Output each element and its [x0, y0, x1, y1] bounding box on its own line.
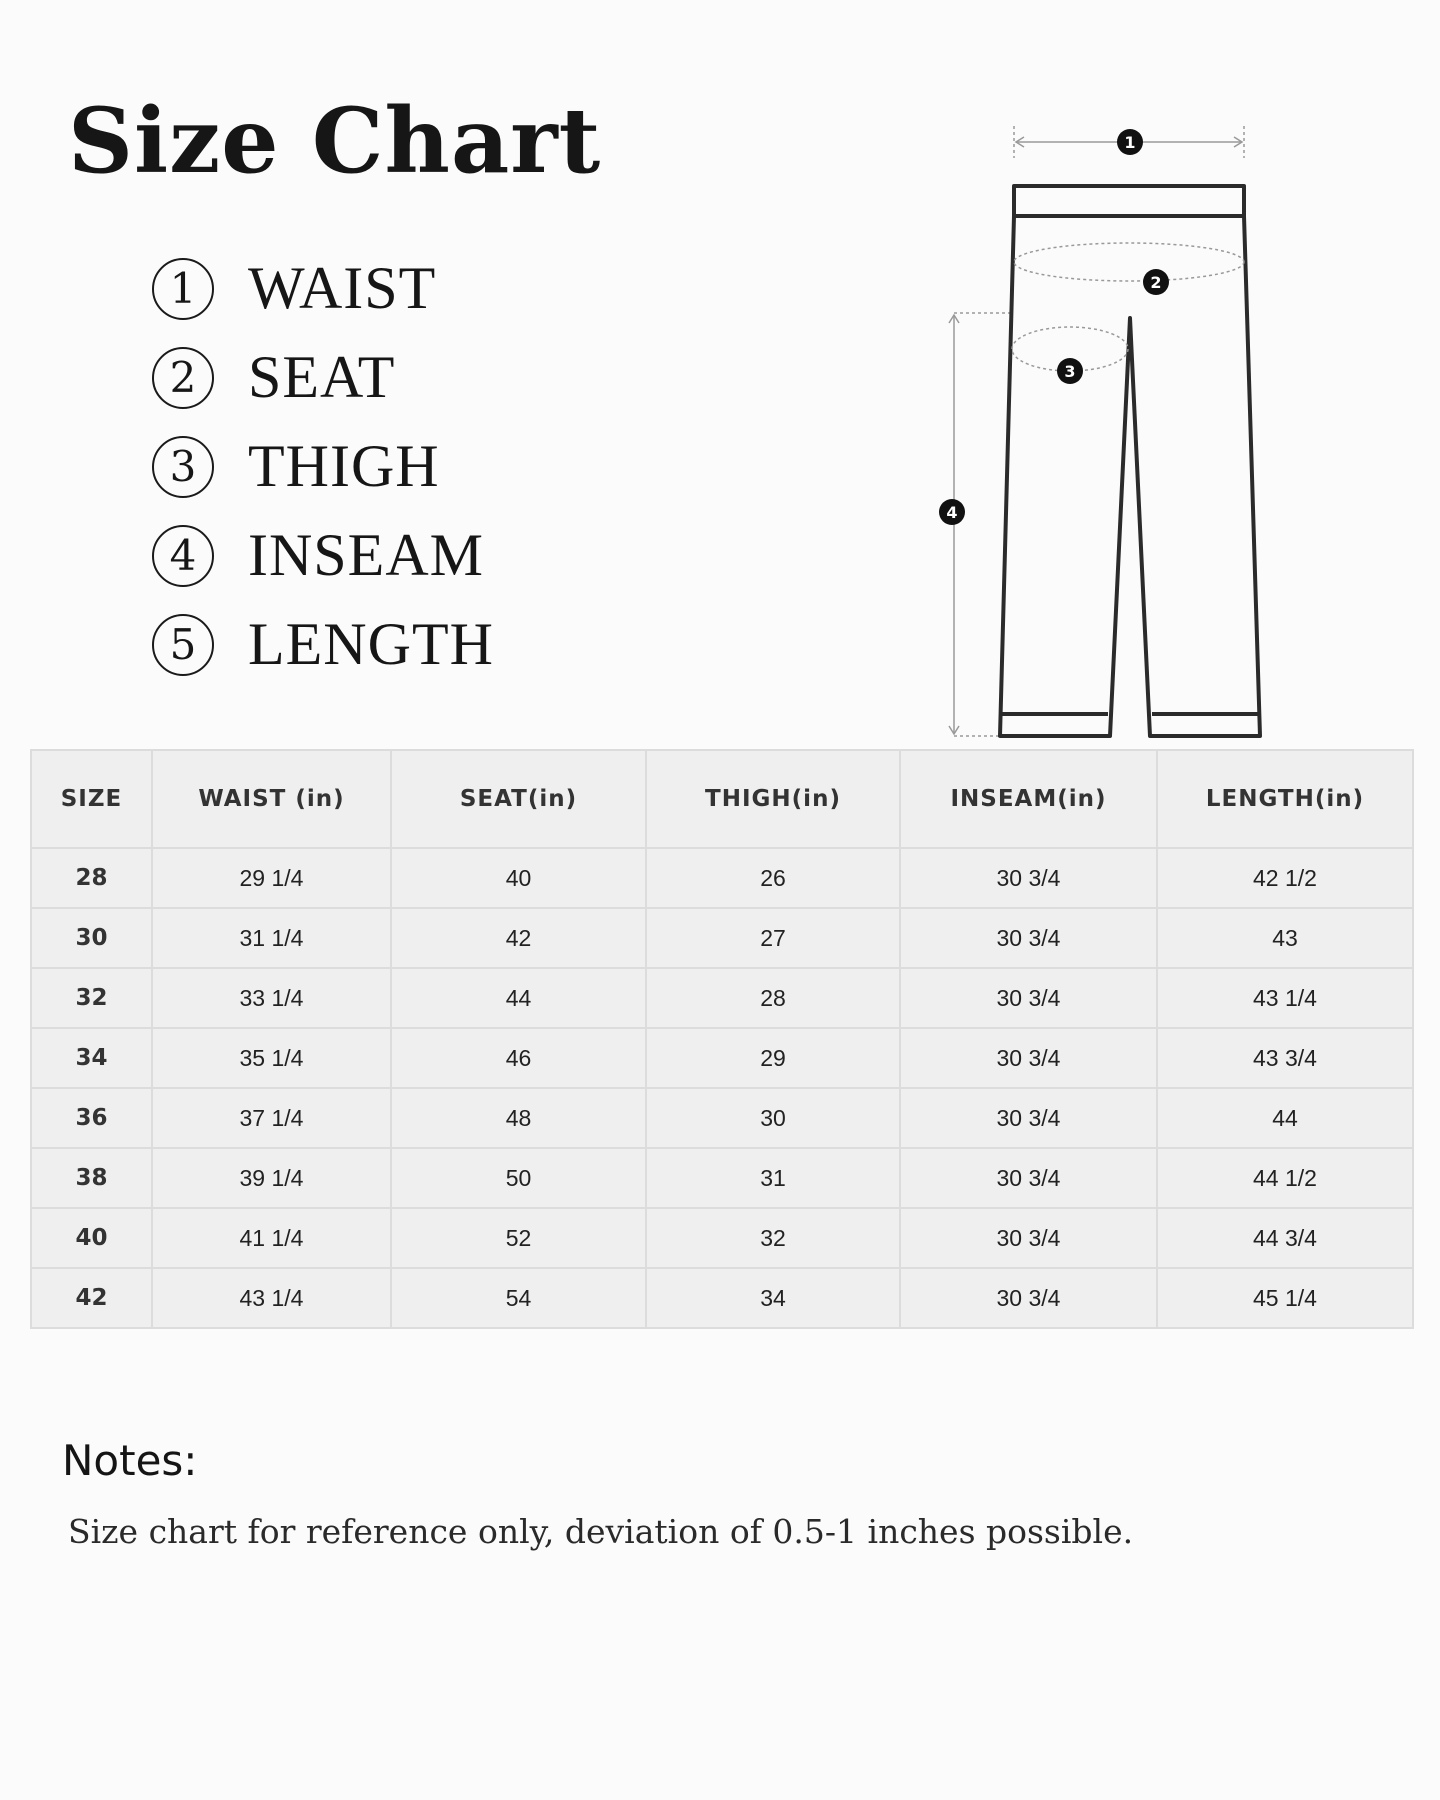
- cell-thigh: 34: [646, 1268, 900, 1328]
- header-waist: WAIST (in): [152, 750, 391, 848]
- pants-diagram: [930, 118, 1270, 743]
- legend-item-length: [152, 600, 494, 689]
- cell-inseam: 30 3/4: [900, 848, 1157, 908]
- cell-thigh: 32: [646, 1208, 900, 1268]
- page-title: Size Chart: [68, 88, 602, 194]
- table-row: [31, 908, 1413, 968]
- table-row: [31, 1148, 1413, 1208]
- cell-inseam: 30 3/4: [900, 1028, 1157, 1088]
- cell-waist: 35 1/4: [152, 1028, 391, 1088]
- legend-label-seat: SEAT: [248, 344, 396, 410]
- cell-inseam: 30 3/4: [900, 1148, 1157, 1208]
- header-size: SIZE: [31, 750, 152, 848]
- legend-label-inseam: INSEAM: [248, 522, 485, 588]
- cell-inseam: 30 3/4: [900, 968, 1157, 1028]
- cell-seat: 50: [391, 1148, 646, 1208]
- cell-size: 36: [31, 1088, 152, 1148]
- table-body: [31, 848, 1413, 1328]
- cell-inseam: 30 3/4: [900, 908, 1157, 968]
- table-row: [31, 1208, 1413, 1268]
- cell-seat: 42: [391, 908, 646, 968]
- cell-length: 43 3/4: [1157, 1028, 1413, 1088]
- header-length: LENGTH(in): [1157, 750, 1413, 848]
- pants-outline: [1000, 186, 1260, 736]
- cell-inseam: 30 3/4: [900, 1208, 1157, 1268]
- cell-thigh: 31: [646, 1148, 900, 1208]
- marker-4-icon: [939, 499, 965, 525]
- cell-seat: 48: [391, 1088, 646, 1148]
- cell-seat: 44: [391, 968, 646, 1028]
- legend-label-length: LENGTH: [248, 611, 494, 677]
- notes-heading: Notes:: [62, 1436, 198, 1485]
- table-row: [31, 848, 1413, 908]
- cell-inseam: 30 3/4: [900, 1268, 1157, 1328]
- table-row: [31, 1268, 1413, 1328]
- cell-seat: 46: [391, 1028, 646, 1088]
- svg-text:1: 1: [1124, 133, 1136, 152]
- legend-label-waist: WAIST: [248, 255, 437, 321]
- svg-text:2: 2: [1150, 273, 1162, 292]
- cell-seat: 52: [391, 1208, 646, 1268]
- cell-waist: 43 1/4: [152, 1268, 391, 1328]
- table-header-row: [31, 750, 1413, 848]
- legend-number-3: 3: [152, 436, 214, 498]
- legend-item-seat: [152, 333, 494, 422]
- cell-waist: 39 1/4: [152, 1148, 391, 1208]
- table-row: [31, 1028, 1413, 1088]
- cell-inseam: 30 3/4: [900, 1088, 1157, 1148]
- svg-text:4: 4: [946, 503, 958, 522]
- cell-length: 42 1/2: [1157, 848, 1413, 908]
- legend-label-thigh: THIGH: [248, 433, 440, 499]
- cell-length: 45 1/4: [1157, 1268, 1413, 1328]
- legend-item-waist: [152, 244, 494, 333]
- size-table: [30, 749, 1414, 1329]
- cell-seat: 54: [391, 1268, 646, 1328]
- svg-text:3: 3: [1064, 362, 1076, 381]
- cell-thigh: 28: [646, 968, 900, 1028]
- cell-length: 44 1/2: [1157, 1148, 1413, 1208]
- table-row: [31, 1088, 1413, 1148]
- legend-number-5: 5: [152, 614, 214, 676]
- cell-thigh: 27: [646, 908, 900, 968]
- notes-text: Size chart for reference only, deviation of 0.5-1 inches possible.: [68, 1512, 1134, 1551]
- cell-size: 40: [31, 1208, 152, 1268]
- cell-size: 34: [31, 1028, 152, 1088]
- cell-waist: 41 1/4: [152, 1208, 391, 1268]
- header-thigh: THIGH(in): [646, 750, 900, 848]
- measurement-legend: [152, 244, 494, 689]
- size-table-container: [30, 749, 1412, 1329]
- marker-2-icon: [1143, 269, 1169, 295]
- table-row: [31, 968, 1413, 1028]
- cell-waist: 31 1/4: [152, 908, 391, 968]
- cell-length: 43 1/4: [1157, 968, 1413, 1028]
- header-inseam: INSEAM(in): [900, 750, 1157, 848]
- cell-size: 28: [31, 848, 152, 908]
- cell-size: 38: [31, 1148, 152, 1208]
- cell-waist: 33 1/4: [152, 968, 391, 1028]
- cell-size: 42: [31, 1268, 152, 1328]
- cell-waist: 37 1/4: [152, 1088, 391, 1148]
- seat-measure-ellipse: [1014, 243, 1244, 281]
- legend-number-1: 1: [152, 258, 214, 320]
- cell-seat: 40: [391, 848, 646, 908]
- legend-item-inseam: [152, 511, 494, 600]
- cell-size: 32: [31, 968, 152, 1028]
- marker-1-icon: [1117, 129, 1143, 155]
- cell-waist: 29 1/4: [152, 848, 391, 908]
- legend-number-2: 2: [152, 347, 214, 409]
- cell-thigh: 26: [646, 848, 900, 908]
- legend-number-4: 4: [152, 525, 214, 587]
- cell-length: 44: [1157, 1088, 1413, 1148]
- cell-length: 44 3/4: [1157, 1208, 1413, 1268]
- legend-item-thigh: [152, 422, 494, 511]
- cell-length: 43: [1157, 908, 1413, 968]
- header-seat: SEAT(in): [391, 750, 646, 848]
- marker-3-icon: [1057, 358, 1083, 384]
- cell-thigh: 30: [646, 1088, 900, 1148]
- cell-size: 30: [31, 908, 152, 968]
- cell-thigh: 29: [646, 1028, 900, 1088]
